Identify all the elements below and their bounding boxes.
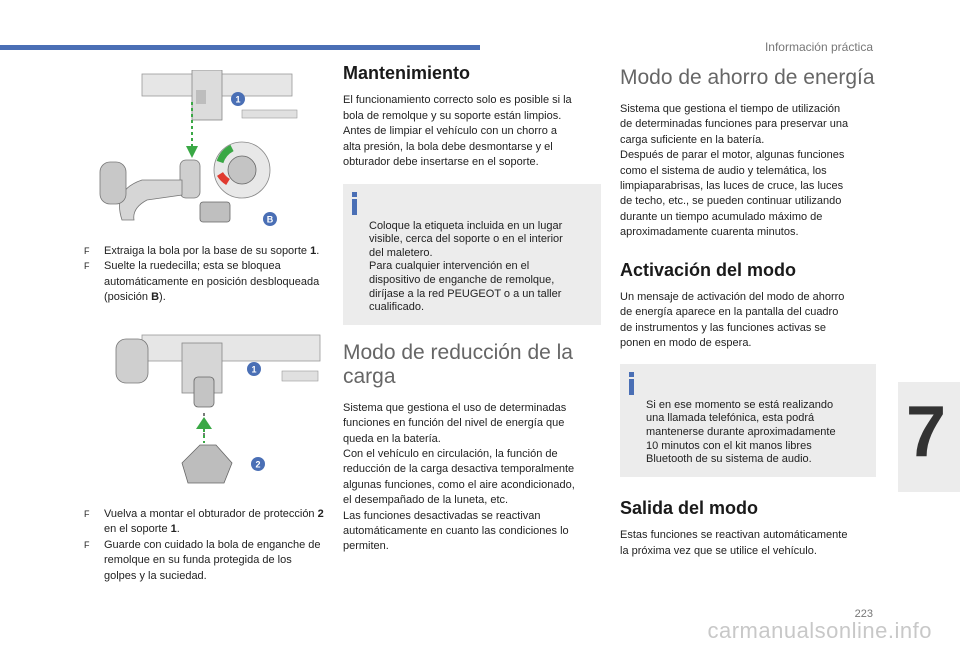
maintenance-text: El funcionamiento correcto solo es posible si la bola de remolque y su soporte están limpios. Antes de limpiar el vehículo con un chorro a alta presión, la bola debe desmontarse y el obturador debe insertarse en el soporte.	[343, 94, 572, 169]
header-accent-bar	[0, 45, 480, 50]
activation-text: Un mensaje de activación del modo de ahorro de energía aparece en la pantalla del cuadro de instrumentos y las funciones activas se ponen en modo de espera.	[620, 291, 845, 350]
exit-mode-text: Estas funciones se reactivan automáticamente la próxima vez que se utilice el vehículo.	[620, 529, 848, 557]
middle-column	[343, 63, 601, 555]
left-steps-1	[84, 244, 324, 306]
callout-2: 2	[255, 459, 261, 470]
section-title: Información práctica	[764, 40, 873, 54]
step-item: F Vuelva a montar el obturador de protección 2 en el soporte 1.	[84, 508, 324, 536]
towbar-removal-illustration	[92, 70, 302, 238]
info-box-label: Coloque la etiqueta incluida en un lugar visible, cerca del soporte o en el interior del maletero. Para cualquier intervención en el dispositivo de enganche de remolque, diríjase a la red PEUGEOT o a un taller cualificado.	[343, 184, 601, 324]
info-icon	[351, 192, 359, 216]
right-column	[620, 66, 876, 559]
info-box-phone: Si en ese momento se está realizando una llamada telefónica, esta podrá mantenerse durante aproximadamente 10 minutos con el kit manos libres Bluetooth de su sistema de audio.	[620, 364, 876, 477]
callout-1: 1	[235, 94, 241, 105]
step-item: F Guarde con cuidado la bola de enganche de remolque en su funda protegida de los golpes y la suciedad.	[84, 538, 321, 582]
watermark: carmanualsonline.info	[707, 618, 932, 643]
load-reduction-text: Sistema que gestiona el uso de determinadas funciones en función del nivel de energía que queda en la batería. Con el vehículo en circulación, la función de reducción de la carga desactiva temporalmente algunas funciones, como el aire acondicionado, el desempañado de la luneta, etc. Las funciones desactivadas se reactivan automáticamente en cuanto las condiciones lo permiten.	[343, 401, 575, 553]
maintenance-title: Mantenimiento	[343, 63, 471, 83]
callout-b: B	[266, 214, 274, 225]
page-number: 223	[854, 608, 873, 620]
cover-refit-illustration	[112, 333, 322, 493]
exit-mode-title: Salida del modo	[620, 497, 759, 518]
energy-saving-text: Sistema que gestiona el tiempo de utilización de determinadas funciones para preservar una carga suficiente en la batería. Después de parar el motor, algunas funciones como el sistema de audio y telemática, los limpiaparabrisas, las luces de cruce, las luces de techo, etc., se pueden continuar utilizando durante un tiempo acumulado máximo de aproximadamente cuarenta minutos.	[620, 103, 849, 239]
chapter-tab: 7	[898, 382, 960, 492]
load-reduction-title: Modo de reducción de la carga	[343, 340, 573, 388]
step-item: F Extraiga la bola por la base de su soporte 1.	[84, 245, 320, 257]
energy-saving-title: Modo de ahorro de energía	[620, 66, 875, 89]
info-icon	[628, 372, 636, 396]
step-item: F Suelte la ruedecilla; esta se bloquea automáticamente en posición desbloqueada (posición B).	[84, 260, 320, 304]
activation-title: Activación del modo	[620, 259, 797, 280]
callout-1b: 1	[251, 364, 257, 375]
left-steps-2	[84, 507, 324, 584]
